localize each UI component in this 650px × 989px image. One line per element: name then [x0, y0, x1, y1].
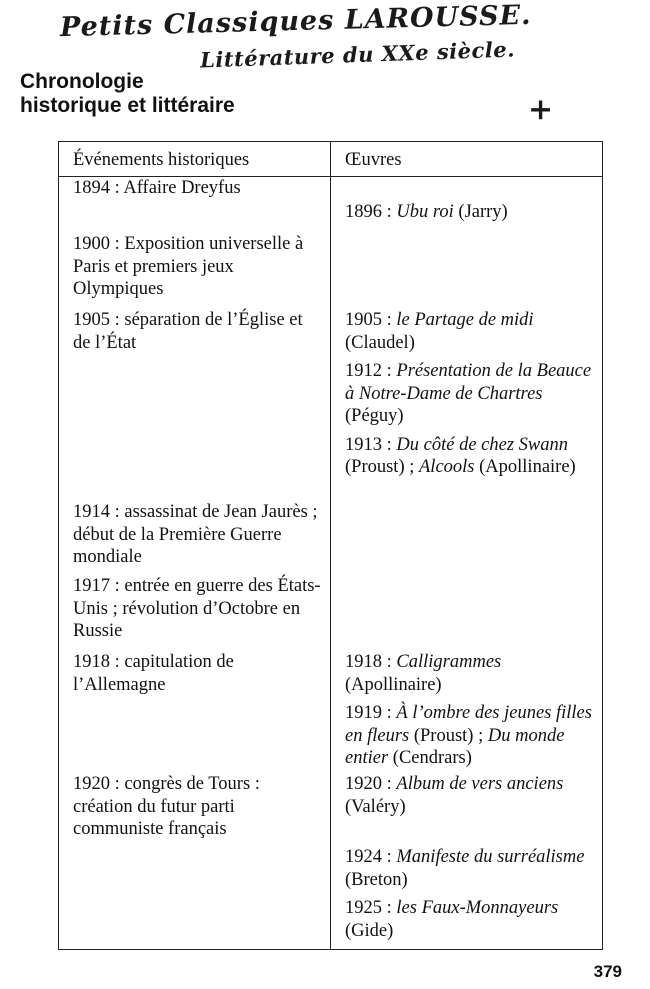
table-row: [59, 575, 603, 651]
chronology-table: [58, 141, 603, 950]
event-1914: 1914 : assassinat de Jean Jaurès ; début de la Première Guerre mondiale: [73, 502, 318, 567]
work-1925: 1925 : les Faux-Monnayeurs (Gide): [345, 898, 559, 941]
event-1920: 1920 : congrès de Tours : création du futur parti communiste français: [73, 774, 260, 839]
handwritten-mark: +: [528, 92, 554, 127]
table-row: [59, 773, 603, 950]
page-title-line2: historique et littéraire: [20, 94, 235, 117]
event-1894: 1894 : Affaire Dreyfus: [73, 178, 241, 198]
handwritten-series-title: Petits Classiques LAROUSSE.: [59, 0, 532, 44]
event-1917: 1917 : entrée en guerre des États-Unis ; révolution d’Octobre en Russie: [73, 576, 321, 641]
event-1900: 1900 : Exposition universelle à Paris et premiers jeux Olympiques: [73, 234, 304, 299]
table-row: [59, 501, 603, 575]
work-1896: 1896 : Ubu roi (Jarry): [345, 202, 508, 222]
work-1913: 1913 : Du côté de chez Swann (Proust) ; Alcools (Apollinaire): [345, 434, 576, 477]
header-works: Œuvres: [331, 142, 603, 177]
work-1918: 1918 : Calligrammes (Apollinaire): [345, 652, 502, 695]
work-1920: 1920 : Album de vers anciens (Valéry): [345, 774, 564, 817]
event-1918: 1918 : capitulation de l’Allemagne: [73, 652, 234, 695]
table-row: [59, 177, 603, 234]
work-1924: 1924 : Manifeste du surréalisme (Breton): [345, 847, 585, 890]
work-1905: 1905 : le Partage de midi (Claudel): [345, 310, 534, 353]
event-1905: 1905 : séparation de l’Église et de l’État: [73, 310, 303, 353]
page-number: 379: [593, 962, 622, 981]
header-events: Événements historiques: [59, 142, 331, 177]
work-1919: 1919 : À l’ombre des jeunes filles en fleurs (Proust) ; Du monde entier (Cendrars): [345, 703, 592, 768]
table-row: [59, 651, 603, 773]
page-title-line1: Chronologie: [20, 70, 144, 93]
handwritten-subtitle: Littérature du XXe siècle.: [199, 36, 516, 73]
work-1912: 1912 : Présentation de la Beauce à Notre-Dame de Chartres (Péguy): [345, 361, 592, 426]
page-title: [20, 70, 235, 118]
table-header-row: [59, 142, 603, 177]
table-row: [59, 233, 603, 309]
table-row: [59, 309, 603, 501]
